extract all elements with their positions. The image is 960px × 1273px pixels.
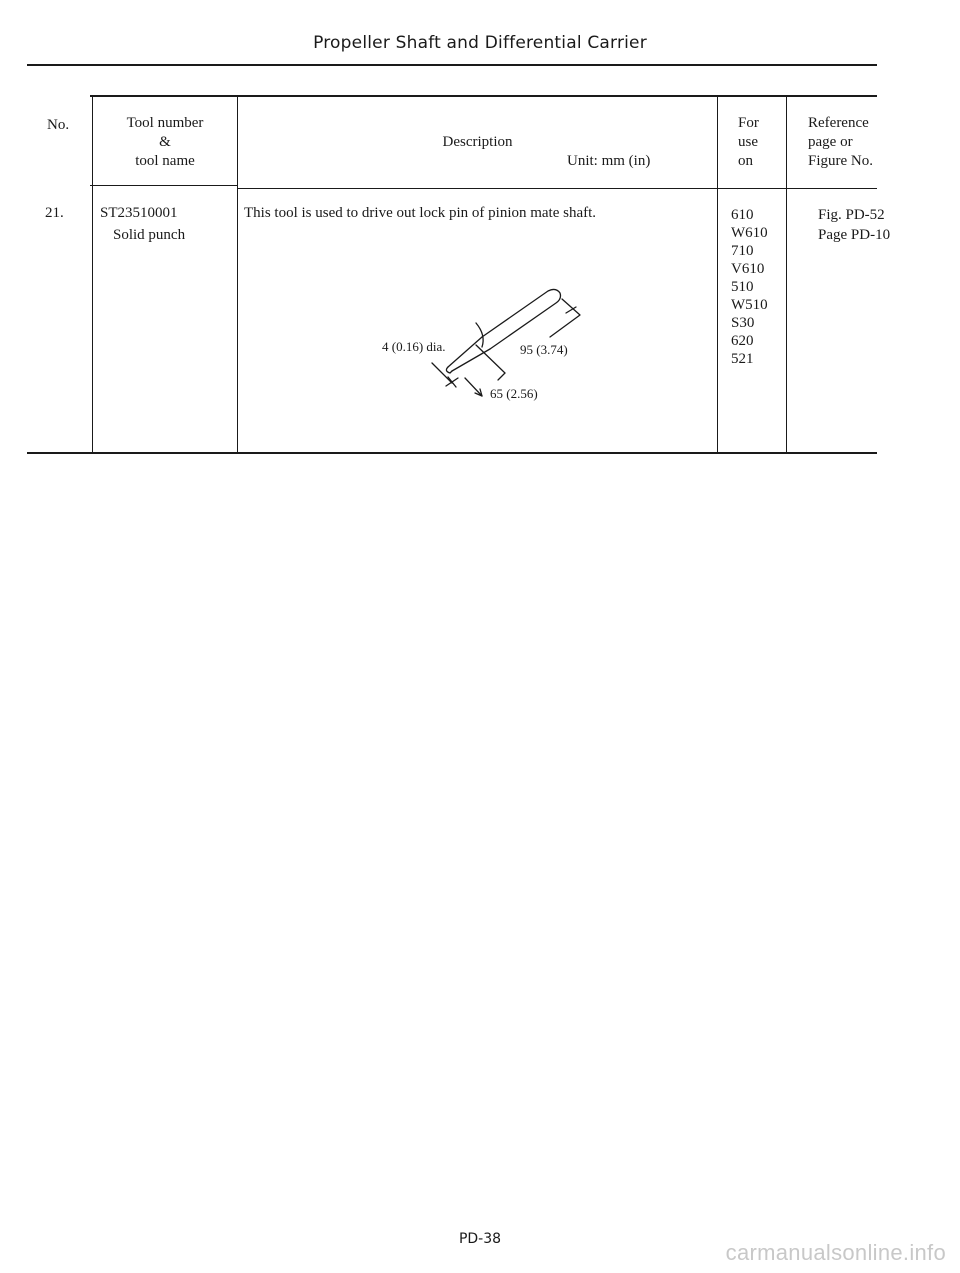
taper-dimension-line [476,345,505,380]
header-for-line3: on [738,153,753,169]
reference-figure: Fig. PD-52 [818,207,885,223]
punch-shoulder [476,323,483,347]
punch-tip [446,367,452,373]
header-description: Description [442,134,513,150]
header-rule-right [238,188,877,189]
tip-leader [465,378,482,396]
header-ref-line1: Reference [808,115,869,131]
header-tool-line2: & [159,134,171,150]
for-use-item: S30 [731,315,755,331]
header-ref-line3: Figure No. [808,153,873,169]
reference-page: Page PD-10 [818,227,891,243]
table-top-rule [90,95,877,97]
header-ref-line2: page or [808,134,853,150]
header-tool-line1: Tool number [126,115,204,131]
header-for-line2: use [738,134,758,150]
for-use-item: W610 [731,225,768,241]
table-bottom-rule [27,452,877,454]
top-rule [27,64,877,66]
tool-name: Solid punch [113,227,186,243]
for-use-list [731,206,768,368]
diameter-label: 4 (0.16) dia. [382,339,446,354]
row-number: 21. [45,205,64,221]
for-use-item: V610 [731,261,765,277]
header-rule-left [90,185,237,186]
column-divider-description [717,95,718,453]
for-use-item: 610 [731,207,754,223]
punch-shank [482,289,561,349]
page-number: PD-38 [458,1231,502,1247]
header-for-line1: For [738,115,759,131]
tool-number: ST23510001 [100,205,178,221]
tool-description: This tool is used to drive out lock pin of pinion mate shaft. [244,205,597,221]
for-use-item: 521 [731,351,754,367]
for-use-item: W510 [731,297,768,313]
reference-list [818,205,890,245]
page-title: Propeller Shaft and Differential Carrier [313,33,647,53]
length-label: 95 (3.74) [520,342,568,357]
for-use-item: 710 [731,243,754,259]
watermark: carmanualsonline.info [725,1240,946,1265]
header-no: No. [47,117,70,133]
for-use-item: 510 [731,279,754,295]
for-use-item: 620 [731,333,754,349]
header-unit: Unit: mm (in) [567,153,651,169]
tip-label: 65 (2.56) [490,386,538,401]
solid-punch-drawing [370,275,630,425]
header-tool-line3: tool name [135,153,195,169]
column-divider-for-use [786,95,787,453]
